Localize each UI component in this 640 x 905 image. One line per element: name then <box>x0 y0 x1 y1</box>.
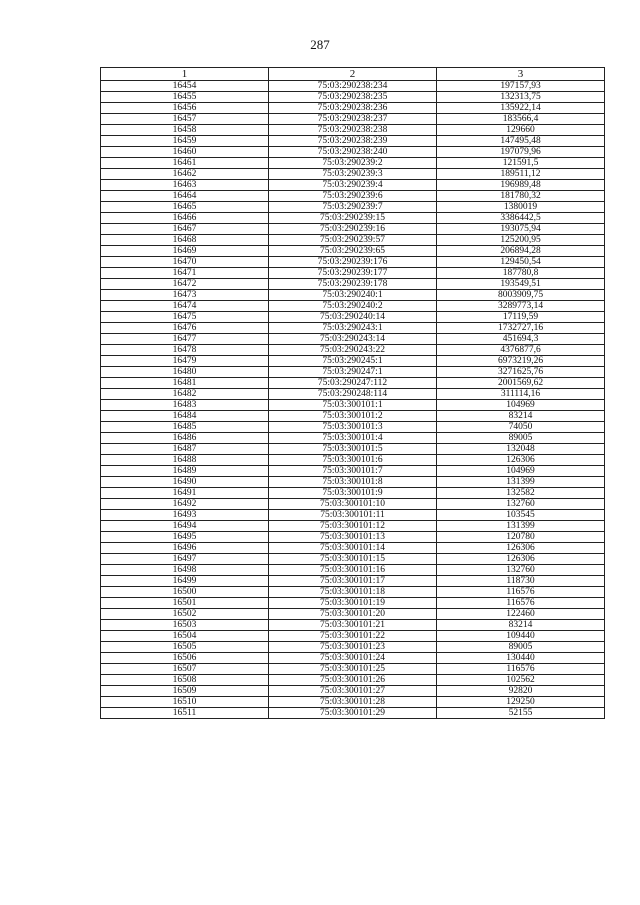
table-row <box>101 444 605 455</box>
value-cell: 74050 <box>437 422 605 433</box>
cadastral-number-cell: 75:03:290239:176 <box>269 257 437 268</box>
value-cell: 131399 <box>437 477 605 488</box>
cadastral-number-cell: 75:03:300101:24 <box>269 653 437 664</box>
row-number-cell: 16509 <box>101 686 269 697</box>
cadastral-number-cell: 75:03:290239:4 <box>269 180 437 191</box>
cadastral-number-cell: 75:03:300101:13 <box>269 532 437 543</box>
table-row <box>101 708 605 719</box>
cadastral-number-cell: 75:03:290239:3 <box>269 169 437 180</box>
row-number-cell: 16496 <box>101 543 269 554</box>
table-row <box>101 224 605 235</box>
cadastral-number-cell: 75:03:290243:1 <box>269 323 437 334</box>
row-number-cell: 16501 <box>101 598 269 609</box>
row-number-cell: 16467 <box>101 224 269 235</box>
row-number-cell: 16491 <box>101 488 269 499</box>
table-row <box>101 631 605 642</box>
value-cell: 126306 <box>437 455 605 466</box>
cadastral-number-cell: 75:03:300101:7 <box>269 466 437 477</box>
value-cell: 104969 <box>437 466 605 477</box>
cadastral-number-cell: 75:03:300101:2 <box>269 411 437 422</box>
row-number-cell: 16472 <box>101 279 269 290</box>
cadastral-number-cell: 75:03:290238:234 <box>269 81 437 92</box>
table-body <box>101 81 605 719</box>
value-cell: 52155 <box>437 708 605 719</box>
row-number-cell: 16508 <box>101 675 269 686</box>
table-row <box>101 367 605 378</box>
row-number-cell: 16471 <box>101 268 269 279</box>
value-cell: 92820 <box>437 686 605 697</box>
value-cell: 116576 <box>437 598 605 609</box>
cadastral-number-cell: 75:03:290240:14 <box>269 312 437 323</box>
cadastral-number-cell: 75:03:300101:11 <box>269 510 437 521</box>
cadastral-number-cell: 75:03:300101:10 <box>269 499 437 510</box>
table-row <box>101 510 605 521</box>
cadastral-number-cell: 75:03:300101:3 <box>269 422 437 433</box>
table-row <box>101 697 605 708</box>
table-row <box>101 675 605 686</box>
cadastral-number-cell: 75:03:290238:238 <box>269 125 437 136</box>
table-row <box>101 202 605 213</box>
table-row <box>101 268 605 279</box>
cadastral-number-cell: 75:03:290239:16 <box>269 224 437 235</box>
cadastral-number-cell: 75:03:300101:15 <box>269 554 437 565</box>
row-number-cell: 16487 <box>101 444 269 455</box>
cadastral-number-cell: 75:03:290240:2 <box>269 301 437 312</box>
row-number-cell: 16454 <box>101 81 269 92</box>
row-number-cell: 16488 <box>101 455 269 466</box>
table-row <box>101 620 605 631</box>
cadastral-number-cell: 75:03:290239:57 <box>269 235 437 246</box>
table-row <box>101 312 605 323</box>
row-number-cell: 16468 <box>101 235 269 246</box>
row-number-cell: 16482 <box>101 389 269 400</box>
cadastral-number-cell: 75:03:290243:22 <box>269 345 437 356</box>
cadastral-number-cell: 75:03:290240:1 <box>269 290 437 301</box>
value-cell: 1380019 <box>437 202 605 213</box>
value-cell: 197079,96 <box>437 147 605 158</box>
table-row <box>101 565 605 576</box>
cadastral-number-cell: 75:03:290238:239 <box>269 136 437 147</box>
table-row <box>101 532 605 543</box>
cadastral-number-cell: 75:03:300101:19 <box>269 598 437 609</box>
column-header-1: 1 <box>101 68 269 81</box>
row-number-cell: 16503 <box>101 620 269 631</box>
table-row <box>101 664 605 675</box>
row-number-cell: 16481 <box>101 378 269 389</box>
row-number-cell: 16469 <box>101 246 269 257</box>
row-number-cell: 16459 <box>101 136 269 147</box>
table-row <box>101 686 605 697</box>
value-cell: 126306 <box>437 554 605 565</box>
page-number: 287 <box>310 37 330 52</box>
column-header-3: 3 <box>437 68 605 81</box>
value-cell: 4376877,6 <box>437 345 605 356</box>
value-cell: 116576 <box>437 664 605 675</box>
row-number-cell: 16511 <box>101 708 269 719</box>
table-row <box>101 411 605 422</box>
table-row <box>101 499 605 510</box>
value-cell: 130440 <box>437 653 605 664</box>
value-cell: 129660 <box>437 125 605 136</box>
value-cell: 83214 <box>437 411 605 422</box>
cadastral-number-cell: 75:03:300101:9 <box>269 488 437 499</box>
cadastral-number-cell: 75:03:300101:5 <box>269 444 437 455</box>
cadastral-number-cell: 75:03:290247:112 <box>269 378 437 389</box>
table-row <box>101 422 605 433</box>
table-row <box>101 345 605 356</box>
table-row <box>101 356 605 367</box>
row-number-cell: 16484 <box>101 411 269 422</box>
value-cell: 132760 <box>437 565 605 576</box>
row-number-cell: 16493 <box>101 510 269 521</box>
cadastral-number-cell: 75:03:300101:23 <box>269 642 437 653</box>
table-row <box>101 400 605 411</box>
row-number-cell: 16480 <box>101 367 269 378</box>
value-cell: 206894,28 <box>437 246 605 257</box>
value-cell: 3271625,76 <box>437 367 605 378</box>
row-number-cell: 16479 <box>101 356 269 367</box>
value-cell: 103545 <box>437 510 605 521</box>
row-number-cell: 16490 <box>101 477 269 488</box>
value-cell: 17119,59 <box>437 312 605 323</box>
cadastral-number-cell: 75:03:290245:1 <box>269 356 437 367</box>
row-number-cell: 16470 <box>101 257 269 268</box>
table-row <box>101 543 605 554</box>
value-cell: 104969 <box>437 400 605 411</box>
row-number-cell: 16476 <box>101 323 269 334</box>
table-row <box>101 521 605 532</box>
value-cell: 1732727,16 <box>437 323 605 334</box>
value-cell: 129450,54 <box>437 257 605 268</box>
table-row <box>101 114 605 125</box>
table-row <box>101 609 605 620</box>
table-row <box>101 235 605 246</box>
cadastral-number-cell: 75:03:300101:8 <box>269 477 437 488</box>
value-cell: 6973219,26 <box>437 356 605 367</box>
row-number-cell: 16500 <box>101 587 269 598</box>
value-cell: 189511,12 <box>437 169 605 180</box>
table-row <box>101 158 605 169</box>
row-number-cell: 16466 <box>101 213 269 224</box>
row-number-cell: 16458 <box>101 125 269 136</box>
value-cell: 132313,75 <box>437 92 605 103</box>
row-number-cell: 16457 <box>101 114 269 125</box>
row-number-cell: 16478 <box>101 345 269 356</box>
row-number-cell: 16498 <box>101 565 269 576</box>
value-cell: 2001569,62 <box>437 378 605 389</box>
row-number-cell: 16507 <box>101 664 269 675</box>
value-cell: 187780,8 <box>437 268 605 279</box>
cadastral-number-cell: 75:03:290239:7 <box>269 202 437 213</box>
value-cell: 131399 <box>437 521 605 532</box>
table-row <box>101 147 605 158</box>
cadastral-number-cell: 75:03:290239:15 <box>269 213 437 224</box>
cadastral-number-cell: 75:03:290239:2 <box>269 158 437 169</box>
row-number-cell: 16510 <box>101 697 269 708</box>
cadastral-number-cell: 75:03:300101:21 <box>269 620 437 631</box>
value-cell: 118730 <box>437 576 605 587</box>
cadastral-number-cell: 75:03:300101:20 <box>269 609 437 620</box>
table-row <box>101 191 605 202</box>
value-cell: 126306 <box>437 543 605 554</box>
value-cell: 196989,48 <box>437 180 605 191</box>
cadastral-number-cell: 75:03:300101:29 <box>269 708 437 719</box>
value-cell: 102562 <box>437 675 605 686</box>
row-number-cell: 16461 <box>101 158 269 169</box>
value-cell: 109440 <box>437 631 605 642</box>
table-row <box>101 598 605 609</box>
row-number-cell: 16477 <box>101 334 269 345</box>
value-cell: 147495,48 <box>437 136 605 147</box>
cadastral-number-cell: 75:03:290243:14 <box>269 334 437 345</box>
value-cell: 129250 <box>437 697 605 708</box>
table-row <box>101 477 605 488</box>
value-cell: 83214 <box>437 620 605 631</box>
row-number-cell: 16473 <box>101 290 269 301</box>
cadastral-number-cell: 75:03:290239:6 <box>269 191 437 202</box>
cadastral-number-cell: 75:03:290239:178 <box>269 279 437 290</box>
value-cell: 181780,32 <box>437 191 605 202</box>
cadastral-number-cell: 75:03:300101:25 <box>269 664 437 675</box>
value-cell: 125200,95 <box>437 235 605 246</box>
table-row <box>101 125 605 136</box>
cadastral-number-cell: 75:03:300101:27 <box>269 686 437 697</box>
cadastral-number-cell: 75:03:290238:236 <box>269 103 437 114</box>
value-cell: 121591,5 <box>437 158 605 169</box>
row-number-cell: 16486 <box>101 433 269 444</box>
cadastral-number-cell: 75:03:300101:28 <box>269 697 437 708</box>
cadastral-number-cell: 75:03:290238:240 <box>269 147 437 158</box>
cadastral-number-cell: 75:03:290238:237 <box>269 114 437 125</box>
row-number-cell: 16504 <box>101 631 269 642</box>
value-cell: 132048 <box>437 444 605 455</box>
row-number-cell: 16492 <box>101 499 269 510</box>
table-row <box>101 653 605 664</box>
table-row <box>101 488 605 499</box>
row-number-cell: 16455 <box>101 92 269 103</box>
cadastral-number-cell: 75:03:290239:65 <box>269 246 437 257</box>
table-row <box>101 180 605 191</box>
row-number-cell: 16505 <box>101 642 269 653</box>
row-number-cell: 16456 <box>101 103 269 114</box>
value-cell: 183566,4 <box>437 114 605 125</box>
cadastral-number-cell: 75:03:300101:1 <box>269 400 437 411</box>
value-cell: 3289773,14 <box>437 301 605 312</box>
value-cell: 451694,3 <box>437 334 605 345</box>
cadastral-number-cell: 75:03:300101:22 <box>269 631 437 642</box>
row-number-cell: 16506 <box>101 653 269 664</box>
cadastral-number-cell: 75:03:300101:14 <box>269 543 437 554</box>
row-number-cell: 16495 <box>101 532 269 543</box>
table-row <box>101 323 605 334</box>
cadastral-number-cell: 75:03:300101:16 <box>269 565 437 576</box>
row-number-cell: 16474 <box>101 301 269 312</box>
table-row <box>101 378 605 389</box>
value-cell: 122460 <box>437 609 605 620</box>
cadastral-number-cell: 75:03:290248:114 <box>269 389 437 400</box>
table-row <box>101 213 605 224</box>
cadastral-number-cell: 75:03:300101:12 <box>269 521 437 532</box>
row-number-cell: 16499 <box>101 576 269 587</box>
cadastral-number-cell: 75:03:300101:6 <box>269 455 437 466</box>
row-number-cell: 16463 <box>101 180 269 191</box>
cadastral-number-cell: 75:03:300101:26 <box>269 675 437 686</box>
value-cell: 197157,93 <box>437 81 605 92</box>
table-row <box>101 466 605 477</box>
value-cell: 116576 <box>437 587 605 598</box>
value-cell: 89005 <box>437 433 605 444</box>
row-number-cell: 16485 <box>101 422 269 433</box>
table-row <box>101 169 605 180</box>
table-row <box>101 301 605 312</box>
value-cell: 8003909,75 <box>437 290 605 301</box>
value-cell: 132760 <box>437 499 605 510</box>
table-row <box>101 257 605 268</box>
table-row <box>101 455 605 466</box>
row-number-cell: 16494 <box>101 521 269 532</box>
table-row <box>101 334 605 345</box>
table-row <box>101 290 605 301</box>
row-number-cell: 16483 <box>101 400 269 411</box>
row-number-cell: 16465 <box>101 202 269 213</box>
value-cell: 135922,14 <box>437 103 605 114</box>
value-cell: 89005 <box>437 642 605 653</box>
table-row <box>101 81 605 92</box>
row-number-cell: 16464 <box>101 191 269 202</box>
table-row <box>101 554 605 565</box>
table-row <box>101 433 605 444</box>
row-number-cell: 16462 <box>101 169 269 180</box>
cadastral-number-cell: 75:03:300101:18 <box>269 587 437 598</box>
table-row <box>101 279 605 290</box>
table-row <box>101 576 605 587</box>
cadastral-number-cell: 75:03:290247:1 <box>269 367 437 378</box>
table-row <box>101 246 605 257</box>
row-number-cell: 16497 <box>101 554 269 565</box>
row-number-cell: 16489 <box>101 466 269 477</box>
table-row <box>101 587 605 598</box>
cadastral-number-cell: 75:03:290239:177 <box>269 268 437 279</box>
value-cell: 311114,16 <box>437 389 605 400</box>
value-cell: 193549,51 <box>437 279 605 290</box>
data-table <box>100 67 605 719</box>
value-cell: 193075,94 <box>437 224 605 235</box>
table-row <box>101 92 605 103</box>
table-header <box>101 68 605 81</box>
table-row <box>101 389 605 400</box>
cadastral-number-cell: 75:03:290238:235 <box>269 92 437 103</box>
column-header-2: 2 <box>269 68 437 81</box>
row-number-cell: 16460 <box>101 147 269 158</box>
table-row <box>101 642 605 653</box>
table-row <box>101 136 605 147</box>
cadastral-number-cell: 75:03:300101:4 <box>269 433 437 444</box>
value-cell: 120780 <box>437 532 605 543</box>
value-cell: 132582 <box>437 488 605 499</box>
cadastral-number-cell: 75:03:300101:17 <box>269 576 437 587</box>
row-number-cell: 16475 <box>101 312 269 323</box>
row-number-cell: 16502 <box>101 609 269 620</box>
value-cell: 3386442,5 <box>437 213 605 224</box>
header-row <box>101 68 605 81</box>
table-row <box>101 103 605 114</box>
